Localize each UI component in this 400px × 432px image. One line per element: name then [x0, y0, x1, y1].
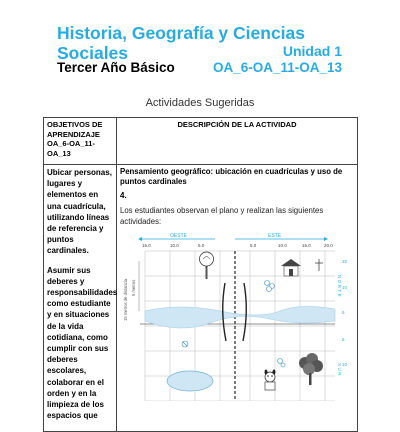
- description-cell: [117, 165, 358, 432]
- objectives-cell: [44, 165, 117, 432]
- activities-table: [43, 117, 358, 432]
- y-tick-label: 15: [342, 259, 348, 264]
- objective-2: Asumir sus deberes y responsabilidades como estudiante y en situaciones de la vida cotidiana, como cumplir con sus deberes escolares, colaborar en el orden y en la limpieza de los espacios que: [47, 265, 118, 421]
- y-tick-label: 10: [342, 285, 348, 290]
- house-icon: [281, 259, 301, 276]
- table-row: [44, 165, 358, 432]
- oa-code: OA_6-OA_11-OA_13: [212, 60, 342, 75]
- pond-icon: [167, 371, 213, 391]
- south-label: SUR: [337, 363, 342, 378]
- unit-label: Unidad 1: [282, 43, 342, 59]
- activity-title: Pensamiento geográfico: ubicación en cuadrículas y uso de puntos cardinales: [120, 167, 343, 186]
- table-header-row: [44, 118, 358, 165]
- description-header: DESCRIPCIÓN DE LA ACTIVIDAD: [117, 118, 358, 165]
- grade-label: Tercer Año Básico: [57, 60, 175, 75]
- y-tick-label: 5: [342, 337, 345, 342]
- objective-1: Ubicar personas, lugares y elementos en una cuadrícula, utilizando líneas de referencia y puntos cardinales.: [47, 168, 112, 256]
- grid-map: [120, 231, 348, 401]
- x-tick-label: 5.0: [250, 243, 257, 248]
- y-tick-label: 10: [342, 362, 348, 367]
- document-title: Historia, Geografía y Ciencias Sociales: [57, 23, 306, 63]
- activity-number: 4.: [120, 191, 127, 200]
- activity-text: Los estudiantes observan el plano y realizan las siguientes actividades:: [120, 206, 324, 226]
- x-tick-label: 5.0: [198, 243, 205, 248]
- x-tick-label: 10.0: [170, 243, 179, 248]
- east-label: ESTE: [268, 233, 282, 239]
- x-tick-label: 10.0: [278, 243, 287, 248]
- dog-icon: [265, 370, 276, 391]
- tree-icon: [200, 252, 214, 279]
- x-tick-label: 15.0: [302, 243, 311, 248]
- x-tick-label: 15.0: [142, 243, 151, 248]
- distance-label-2: 5 metros: [131, 279, 136, 296]
- x-tick-label: 20.0: [324, 243, 333, 248]
- grid-map-drawing: [120, 231, 348, 401]
- north-label: NORTE: [337, 275, 342, 299]
- bridge-right-icon: [243, 283, 246, 341]
- flower-icon: [265, 281, 275, 292]
- bird-icon: [182, 341, 188, 347]
- bush-icon: [299, 353, 323, 385]
- river-icon: [145, 306, 335, 328]
- cross-icon: [315, 259, 323, 271]
- flower-icon: [278, 359, 286, 368]
- distance-label: 15 metros de distancia: [123, 278, 128, 321]
- objectives-header: OBJETIVOS DE APRENDIZAJE OA_6-OA_11-OA_13: [44, 118, 117, 165]
- y-tick-label: 5: [342, 310, 345, 315]
- west-label: OESTE: [170, 233, 187, 239]
- section-title: Actividades Sugeridas: [145, 97, 255, 109]
